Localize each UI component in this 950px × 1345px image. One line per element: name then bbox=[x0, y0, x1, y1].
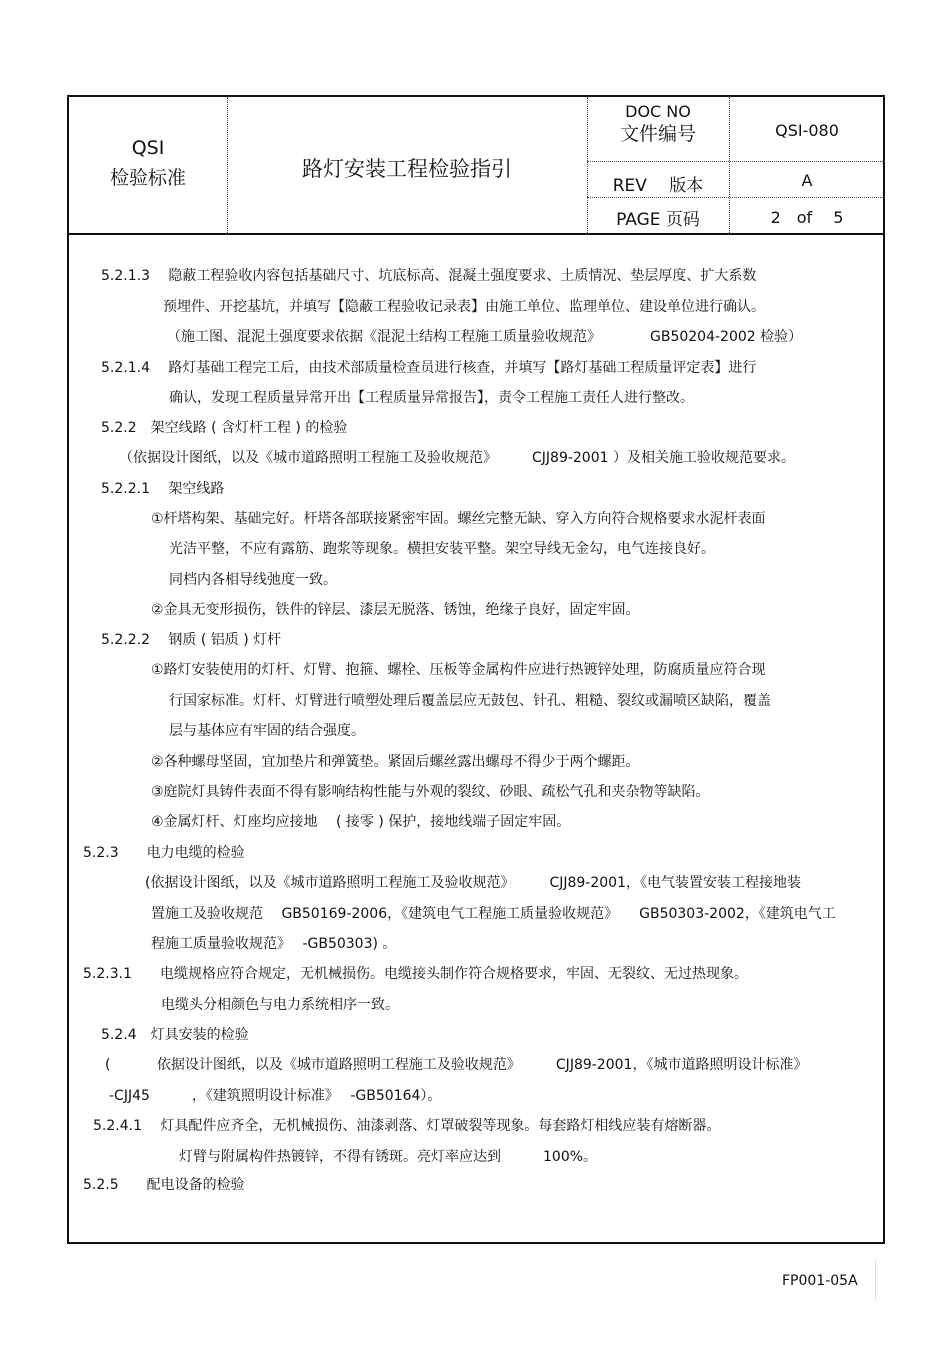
doc-no-value: QSI-080 bbox=[775, 121, 839, 140]
footer-divider bbox=[875, 1260, 876, 1300]
body-line: 5.2.1.4 路灯基础工程完工后，由技术部质量检查员进行核查，并填写【路灯基础工程质量评定表】进行 bbox=[101, 360, 757, 376]
body-line: 同档内各相导线弛度一致。 bbox=[169, 572, 337, 588]
section-heading: 5.2.4 灯具安装的检验 bbox=[101, 1027, 249, 1043]
section-heading: 5.2.2.2 钢质 ( 铝质 ) 灯杆 bbox=[101, 632, 282, 648]
body-line: 5.2.3.1 电缆规格应符合规定，无机械损伤。电缆接头制作符合规格要求，牢固、无裂纹、无过热现象。 bbox=[83, 966, 748, 982]
body-line: 灯臂与附属构件热镀锌，不得有锈斑。亮灯率应达到 100%。 bbox=[179, 1149, 598, 1165]
body-line: 预埋件、开挖基坑，并填写【隐蔽工程验收记录表】由施工单位、监理单位、建设单位进行确认。 bbox=[163, 299, 765, 315]
body-line: （依据设计图纸，以及《城市道路照明工程施工及验收规范》 CJJ89-2001 ）及相关施工验收规范要求。 bbox=[119, 450, 795, 466]
body-line: (依据设计图纸，以及《城市道路照明工程施工及验收规范》 CJJ89-2001，《电气装置安装工程接地装 bbox=[145, 875, 801, 891]
rev-value: A bbox=[801, 171, 813, 190]
section-heading: 5.2.2 架空线路 ( 含灯杆工程 ) 的检验 bbox=[101, 420, 348, 436]
body-line: ①路灯安装使用的灯杆、灯臂、抱箍、螺栓、压板等金属构件应进行热镀锌处理，防腐质量应符合现 bbox=[151, 662, 766, 678]
body-line: 确认，发现工程质量异常开出【工程质量异常报告】，责令工程施工责任人进行整改。 bbox=[169, 390, 694, 406]
body-line: ④金属灯杆、灯座均应接地 ( 接零 ) 保护，接地线端子固定牢固。 bbox=[151, 814, 571, 830]
body-line: 5.2.1.3 隐蔽工程验收内容包括基础尺寸、坑底标高、混凝土强度要求、土质情况、垫层厚度、扩大系数 bbox=[101, 268, 757, 284]
org-block bbox=[69, 133, 227, 193]
rev-label: REV 版本 bbox=[612, 176, 704, 196]
body-line: （施工图、混泥土强度要求依据《混泥土结构工程施工质量验收规范》 GB50204-2002 检验） bbox=[167, 329, 803, 345]
section-heading: 5.2.3 电力电缆的检验 bbox=[83, 845, 245, 861]
header-divider bbox=[227, 97, 228, 233]
body-line: -CJJ45 ，《建筑照明设计标准》 -GB50164）。 bbox=[109, 1088, 442, 1104]
org-code: QSI bbox=[131, 137, 165, 159]
body-line: 层与基体应有牢固的结合强度。 bbox=[169, 723, 365, 739]
body-line: 程施工质量验收规范》 -GB50303) 。 bbox=[151, 936, 397, 952]
doc-no-label-cn: 文件编号 bbox=[619, 123, 696, 145]
document-frame bbox=[67, 95, 885, 1244]
body-line: ①杆塔构架、基础完好。杆塔各部联接紧密牢固。螺丝完整无缺、穿入方向符合规格要求水泥杆表面 bbox=[151, 511, 766, 527]
body-line: ③庭院灯具铸件表面不得有影响结构性能与外观的裂纹、砂眼、疏松气孔和夹杂物等缺陷。 bbox=[151, 784, 710, 800]
header-row-divider bbox=[587, 197, 885, 198]
body-line: 行国家标准。灯杆、灯臂进行喷塑处理后覆盖层应无鼓包、针孔、粗糙、裂纹或漏喷区缺陷，覆盖 bbox=[169, 693, 771, 709]
doc-no-label bbox=[587, 101, 729, 145]
header-row-divider bbox=[587, 161, 885, 162]
section-heading: 5.2.2.1 架空线路 bbox=[101, 481, 225, 497]
header-table bbox=[69, 97, 883, 235]
body-line: 光洁平整，不应有露筋、跑浆等现象。横担安装平整。架空导线无金勾，电气连接良好。 bbox=[169, 541, 715, 557]
document-title: 路灯安装工程检验指引 bbox=[302, 157, 512, 181]
page-label: PAGE 页码 bbox=[616, 210, 700, 230]
body-line: 5.2.4.1 灯具配件应齐全，无机械损伤、油漆剥落、灯罩破裂等现象。每套路灯相线应装有熔断器。 bbox=[93, 1118, 721, 1134]
form-code: FP001-05A bbox=[782, 1273, 858, 1289]
org-name: 检验标准 bbox=[109, 167, 186, 189]
body-line: ( 依据设计图纸，以及《城市道路照明工程施工及验收规范》 CJJ89-2001，《城市道路照明设计标准》 bbox=[105, 1057, 808, 1073]
page-value: 2 of 5 bbox=[770, 208, 844, 227]
body-line: ②金具无变形损伤，铁件的锌层、漆层无脱落、锈蚀，绝缘子良好，固定牢固。 bbox=[151, 602, 640, 618]
body-line: 电缆头分相颜色与电力系统相序一致。 bbox=[161, 997, 399, 1013]
body-line: ②各种螺母坚固，宜加垫片和弹簧垫。紧固后螺丝露出螺母不得少于两个螺距。 bbox=[151, 754, 640, 770]
section-heading: 5.2.5 配电设备的检验 bbox=[83, 1177, 245, 1193]
body-line: 置施工及验收规范 GB50169-2006，《建筑电气工程施工质量验收规范》 GB50303-2002，《建筑电气工 bbox=[151, 906, 836, 922]
doc-no-label-en: DOC NO bbox=[625, 102, 691, 121]
